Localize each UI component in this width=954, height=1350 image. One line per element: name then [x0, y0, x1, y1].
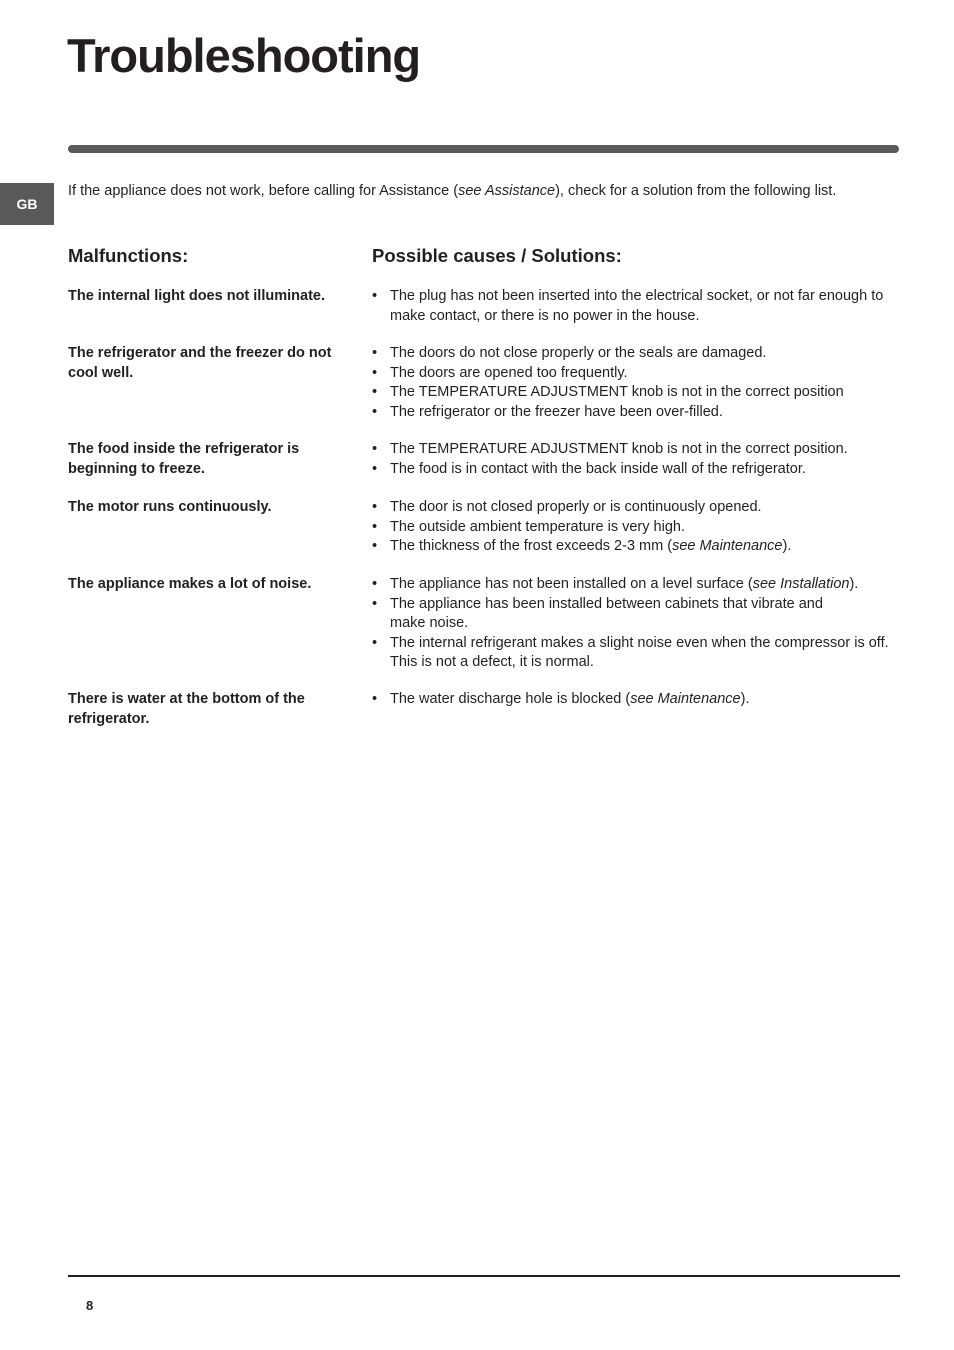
cause-text: The doors are opened too frequently.: [390, 364, 628, 381]
cause-item: [372, 403, 908, 423]
malfunction-label: The food inside the refrigerator is beginning to freeze.: [68, 441, 300, 477]
cause-text: The internal refrigerant makes a slight noise even when the compressor is off. This is not a defect, it is normal.: [390, 634, 889, 670]
bullet-icon: •: [372, 518, 378, 535]
cause-text: The plug has not been inserted into the electrical socket, or not far enough to make contact, or there is no power in the house.: [390, 288, 884, 324]
cross-reference: see Maintenance: [630, 691, 741, 707]
footer-divider: [68, 1275, 900, 1277]
malfunction-label: The internal light does not illuminate.: [68, 288, 325, 304]
language-tab: GB: [0, 183, 54, 225]
cause-item: [372, 498, 908, 518]
cause-item: [372, 537, 908, 557]
cause-text: The TEMPERATURE ADJUSTMENT knob is not in the correct position: [390, 384, 844, 400]
intro-text-after: ), check for a solution from the following list.: [555, 183, 837, 199]
bullet-icon: •: [372, 538, 378, 554]
cause-text: The water discharge hole is blocked (: [390, 691, 631, 707]
cross-reference: see Installation: [752, 576, 850, 592]
malfunction-label: The appliance makes a lot of noise.: [68, 576, 312, 592]
cause-text: The refrigerator or the freezer have been over-filled.: [390, 403, 723, 420]
bullet-icon: •: [372, 691, 378, 707]
solutions-heading: Possible causes / Solutions:: [372, 245, 622, 266]
bullet-icon: •: [372, 345, 378, 361]
bullet-icon: •: [372, 460, 378, 477]
bullet-icon: •: [372, 576, 378, 592]
cause-item: [372, 634, 908, 673]
cause-text: The appliance has been installed between cabinets that vibrate and make noise.: [390, 595, 823, 631]
bullet-icon: •: [372, 595, 378, 612]
cause-text: The TEMPERATURE ADJUSTMENT knob is not in the correct position.: [390, 441, 848, 457]
malfunctions-heading: Malfunctions:: [68, 245, 189, 266]
bullet-icon: •: [372, 403, 378, 420]
cause-item: [372, 344, 908, 364]
bullet-icon: •: [372, 288, 378, 304]
cause-item: [372, 690, 908, 710]
cause-text: The outside ambient temperature is very high.: [390, 518, 685, 535]
cross-reference: see Maintenance: [672, 538, 783, 554]
causes-list: [372, 440, 908, 479]
causes-list: [372, 498, 908, 557]
intro-paragraph: [68, 181, 908, 201]
bullet-icon: •: [372, 384, 378, 400]
bullet-icon: •: [372, 441, 378, 457]
causes-list: [372, 690, 908, 710]
cause-item: [372, 575, 908, 595]
causes-list: [372, 575, 908, 673]
bullet-icon: •: [372, 499, 378, 515]
cause-text-after: ).: [740, 691, 750, 707]
cause-text: The doors do not close properly or the seals are damaged.: [390, 345, 767, 361]
title-divider: [68, 145, 899, 153]
causes-list: [372, 287, 908, 326]
page-number: 8: [86, 1298, 94, 1313]
cause-text: The food is in contact with the back inside wall of the refrigerator.: [390, 460, 806, 477]
malfunction-label: The motor runs continuously.: [68, 499, 272, 515]
cause-item: [372, 440, 908, 460]
malfunction-label: The refrigerator and the freezer do not cool well.: [68, 345, 332, 381]
intro-text-before: If the appliance does not work, before calling for Assistance (: [68, 183, 459, 199]
intro-reference: see Assistance: [458, 183, 556, 199]
cause-item: [372, 287, 908, 326]
cause-item: [372, 595, 908, 634]
cause-item: [372, 383, 908, 403]
cause-item: [372, 460, 908, 480]
causes-list: [372, 344, 908, 422]
page-title: Troubleshooting: [67, 29, 421, 82]
cause-item: [372, 518, 908, 538]
malfunction-label: There is water at the bottom of the refrigerator.: [68, 691, 305, 727]
cause-text-after: ).: [849, 576, 859, 592]
cause-item: [372, 364, 908, 384]
cause-text: The thickness of the frost exceeds 2-3 mm (: [390, 538, 673, 554]
cause-text: The appliance has not been installed on a level surface (: [390, 576, 753, 592]
cause-text: The door is not closed properly or is continuously opened.: [390, 499, 762, 515]
bullet-icon: •: [372, 634, 378, 651]
bullet-icon: •: [372, 364, 378, 381]
cause-text-after: ).: [782, 538, 792, 554]
